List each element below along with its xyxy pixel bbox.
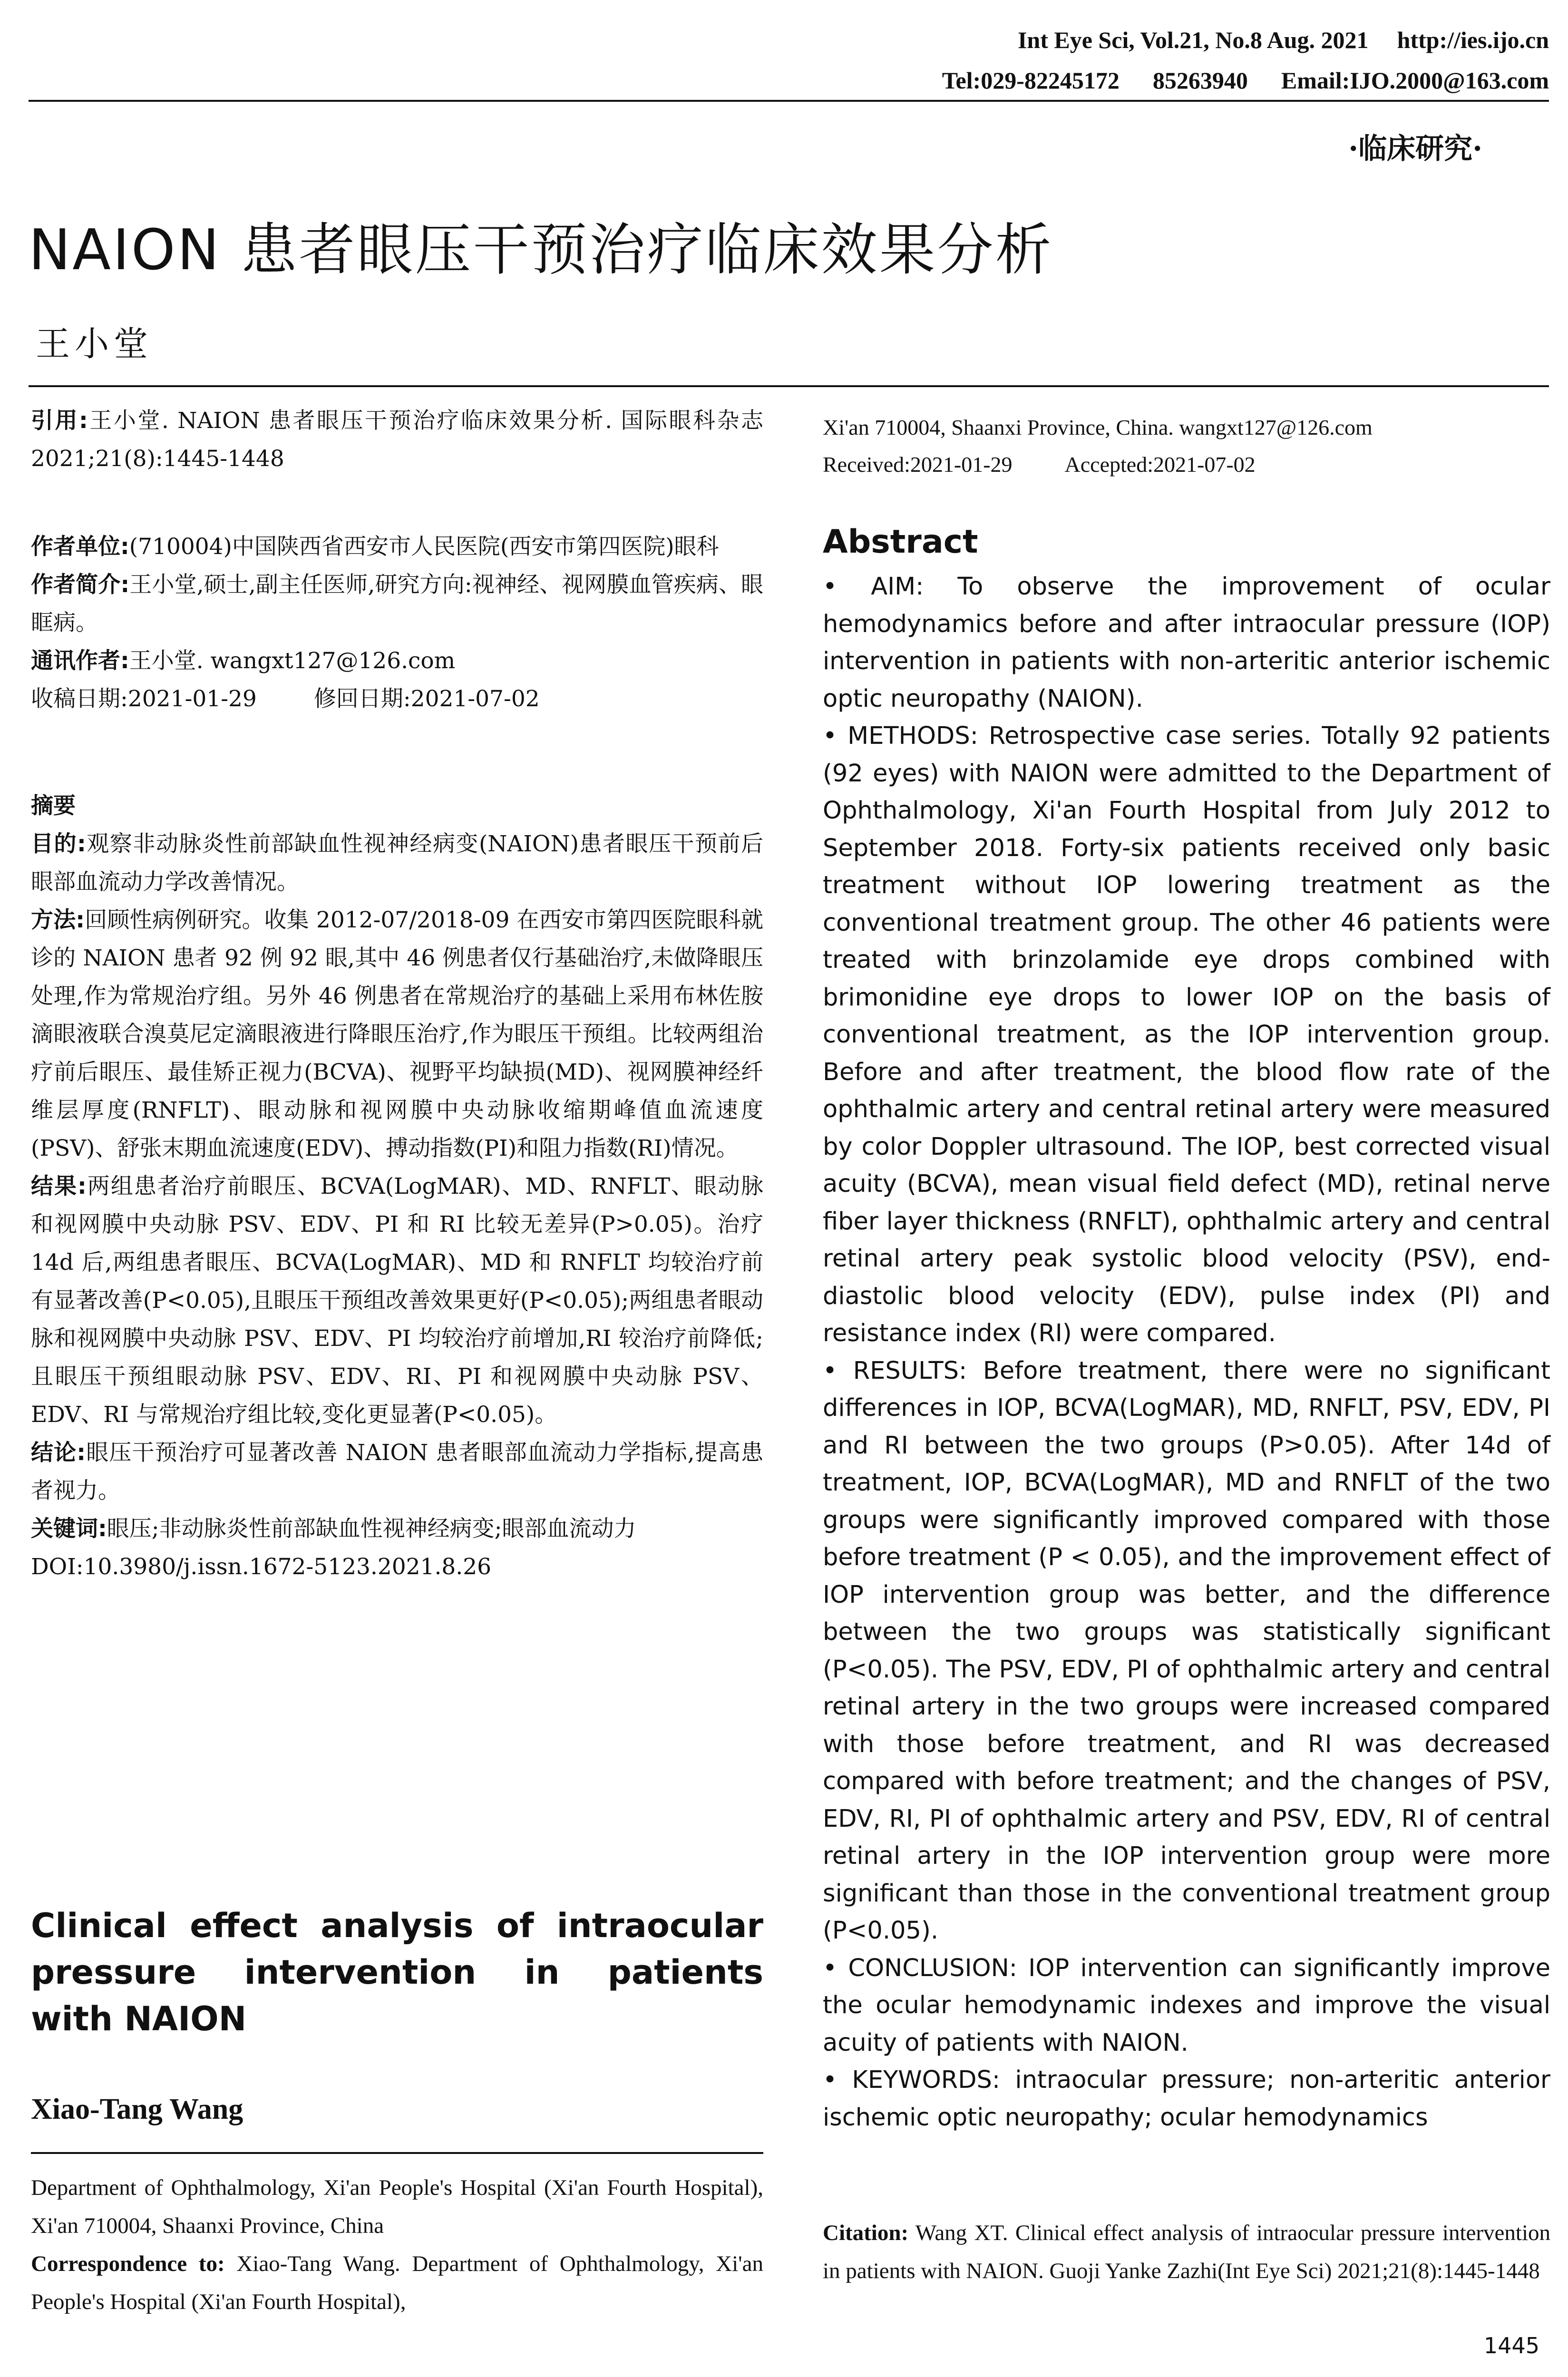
- title-rule: [29, 385, 1549, 387]
- citation-en-text: Wang XT. Clinical effect analysis of intraocular pressure intervention in patients with NAION. Guoji Yanke Zazhi(Int Eye Sci) 2021;21(8):1445-1448: [823, 2221, 1551, 2283]
- author-en: Xiao-Tang Wang: [31, 2093, 243, 2125]
- received-cn: 收稿日期:2021-01-29: [31, 686, 257, 712]
- abstract-en: [823, 568, 1550, 2136]
- conclusion-cn-label: 结论:: [31, 1440, 86, 1466]
- keywords-cn-label: 关键词:: [31, 1516, 107, 1542]
- results-en: • RESULTS: Before treatment, there were no significant differences in IOP, BCVA(LogMAR), MD, RNFLT, PSV, EDV, PI and RI between the two groups (P>0.05). After 14d of treatment, IOP, BCVA(LogMAR), MD and RNFLT of the two groups were significantly improved compared with those before treatment (P < 0.05), and the improvement effect of IOP intervention group was better, and the difference between the two groups was statistically significant (P<0.05). The PSV, EDV, PI of ophthalmic artery and central retinal artery in the two groups were increased compared with those before treatment, and RI was decreased compared with before treatment; and the changes of PSV, EDV, RI, PI of ophthalmic artery and PSV, EDV, RI of central retinal artery in the IOP intervention group were more significant than those in the conventional treatment group (P<0.05).: [823, 1356, 1550, 1945]
- citation-cn: [31, 402, 763, 478]
- email[interactable]: Email:IJO.2000@163.com: [1281, 67, 1549, 94]
- english-title-last: with NAION: [31, 1999, 247, 2038]
- journal-header: [1018, 26, 1549, 54]
- citation-en-label: Citation:: [823, 2221, 909, 2245]
- dept-en: Department of Ophthalmology, Xi'an People's Hospital (Xi'an Fourth Hospital), Xi'an 710004, Shaanxi Province, China: [31, 2175, 763, 2238]
- accepted-en: Accepted:2021-07-02: [1064, 452, 1256, 477]
- author-cn: 王小堂: [36, 324, 153, 364]
- section-label: ·临床研究·: [1348, 132, 1482, 166]
- results-cn: 两组患者治疗前眼压、BCVA(LogMAR)、MD、RNFLT、眼动脉和视网膜中央动脉 PSV、EDV、PI 和 RI 比较无差异(P>0.05)。治疗 14d 后,两组患者眼压、BCVA(LogMAR)、MD 和 RNFLT 均较治疗前有显著改善(P<0.05),且眼压干预组改善效果更好(P<0.05);两组患者眼动脉和视网膜中央动脉 PSV、EDV、PI 均较治疗前增加,RI 较治疗前降低;且眼压干预组眼动脉 PSV、EDV、RI、PI 和视网膜中央动脉 PSV、EDV、RI 与常规治疗组比较,变化更显著(P<0.05)。: [31, 1173, 763, 1428]
- aim-en: • AIM: To observe the improvement of ocular hemodynamics before and after intraocular pressure (IOP) intervention in patients with non-arteritic anterior ischemic optic neuropathy (NAION).: [823, 573, 1550, 713]
- page-number: 1445: [1483, 2333, 1539, 2358]
- corr-en: Xiao-Tang Wang. Department of Ophthalmology, Xi'an People's Hospital (Xi'an Fourth Hospital),: [31, 2251, 763, 2314]
- tel: Tel:029-82245172: [942, 67, 1120, 94]
- header-rule: [29, 100, 1549, 102]
- doi[interactable]: DOI:10.3980/j.issn.1672-5123.2021.8.26: [31, 1554, 492, 1580]
- contact-header: [942, 67, 1549, 94]
- journal-url[interactable]: http://ies.ijo.cn: [1397, 27, 1549, 53]
- conclusion-cn: 眼压干预治疗可显著改善 NAION 患者眼部血流动力学指标,提高患者视力。: [31, 1440, 764, 1504]
- english-title-main: Clinical effect analysis of intraocular pressure intervention in patients: [31, 1906, 763, 1992]
- citation-en: [823, 2214, 1550, 2290]
- bio-label: 作者简介:: [31, 572, 130, 598]
- abstract-cn-heading: 摘要: [31, 793, 76, 819]
- results-cn-label: 结果:: [31, 1173, 87, 1199]
- methods-en: • METHODS: Retrospective case series. Totally 92 patients (92 eyes) with NAION were admitted to the Department of Ophthalmology, Xi'an Fourth Hospital from July 2012 to September 2018. Forty-six patients received only basic treatment without IOP lowering treatment as the conventional treatment group. The other 46 patients were treated with brinzolamide eye drops combined with brimonidine eye drops to lower IOP on the basis of conventional treatment, as the IOP intervention group. Before and after treatment, the blood flow rate of the ophthalmic artery and central retinal artery were measured by color Doppler ultrasound. The IOP, best corrected visual acuity (BCVA), mean visual field defect (MD), retinal nerve fiber layer thickness (RNFLT), ophthalmic artery and central retinal artery peak systolic blood velocity (PSV), end-diastolic blood velocity (EDV), pulse index (PI) and resistance index (RI) were compared.: [823, 722, 1550, 1347]
- affiliation-en: [31, 2169, 763, 2321]
- aim-cn: 观察非动脉炎性前部缺血性视神经病变(NAION)患者眼压干预前后眼部血流动力学改善情况。: [31, 831, 763, 895]
- conclusion-en: • CONCLUSION: IOP intervention can significantly improve the ocular hemodynamic indexes and improve the visual acuity of patients with NAION.: [823, 1954, 1550, 2057]
- author-rule: [31, 2152, 763, 2154]
- revised-cn: 修回日期:2021-07-02: [313, 686, 540, 712]
- article-title: NAION 患者眼压干预治疗临床效果分析: [29, 217, 1053, 283]
- bio-text: 王小堂,硕士,副主任医师,研究方向:视神经、视网膜血管疾病、眼眶病。: [31, 572, 763, 636]
- unit-text: (710004)中国陕西省西安市人民医院(西安市第四医院)眼科: [129, 534, 719, 560]
- english-title: [31, 1902, 763, 2042]
- tel2: 85263940: [1152, 67, 1248, 94]
- methods-cn: 回顾性病例研究。收集 2012-07/2018-09 在西安市第四医院眼科就诊的 NAION 患者 92 例 92 眼,其中 46 例患者仅行基础治疗,未做降眼压处理,作为常规治疗组。另外 46 例患者在常规治疗的基础上采用布林佐胺滴眼液联合溴莫尼定滴眼液进行降眼压治疗,作为眼压干预组。比较两组治疗前后眼压、最佳矫正视力(BCVA)、视野平均缺损(MD)、视网膜神经纤维层厚度(RNFLT)、眼动脉和视网膜中央动脉收缩期峰值血流速度(PSV)、舒张末期血流速度(EDV)、搏动指数(PI)和阻力指数(RI)情况。: [31, 907, 763, 1161]
- keywords-cn: 眼压;非动脉炎性前部缺血性视神经病变;眼部血流动力: [107, 1516, 636, 1542]
- affiliation-cn: [31, 528, 763, 718]
- abstract-en-heading: Abstract: [823, 523, 978, 561]
- unit-label: 作者单位:: [31, 534, 129, 560]
- journal-info: Int Eye Sci, Vol.21, No.8 Aug. 2021: [1017, 27, 1369, 53]
- corr-label: 通讯作者:: [31, 648, 129, 674]
- corr-en-label: Correspondence to:: [31, 2251, 225, 2276]
- right-top-block: [823, 409, 1550, 483]
- citation-cn-text: 王小堂. NAION 患者眼压干预治疗临床效果分析. 国际眼科杂志 2021;21(8):1445-1448: [31, 408, 763, 472]
- abstract-cn: [31, 787, 763, 1586]
- aim-cn-label: 目的:: [31, 831, 86, 857]
- keywords-en: • KEYWORDS: intraocular pressure; non-arteritic anterior ischemic optic neuropathy; ocular hemodynamics: [823, 2066, 1550, 2132]
- received-en: Received:2021-01-29: [823, 452, 1013, 477]
- corr-text: 王小堂. wangxt127@126.com: [129, 648, 456, 674]
- methods-cn-label: 方法:: [31, 907, 85, 933]
- citation-cn-label: 引用:: [31, 408, 88, 434]
- address-continued: Xi'an 710004, Shaanxi Province, China. wangxt127@126.com: [823, 415, 1373, 439]
